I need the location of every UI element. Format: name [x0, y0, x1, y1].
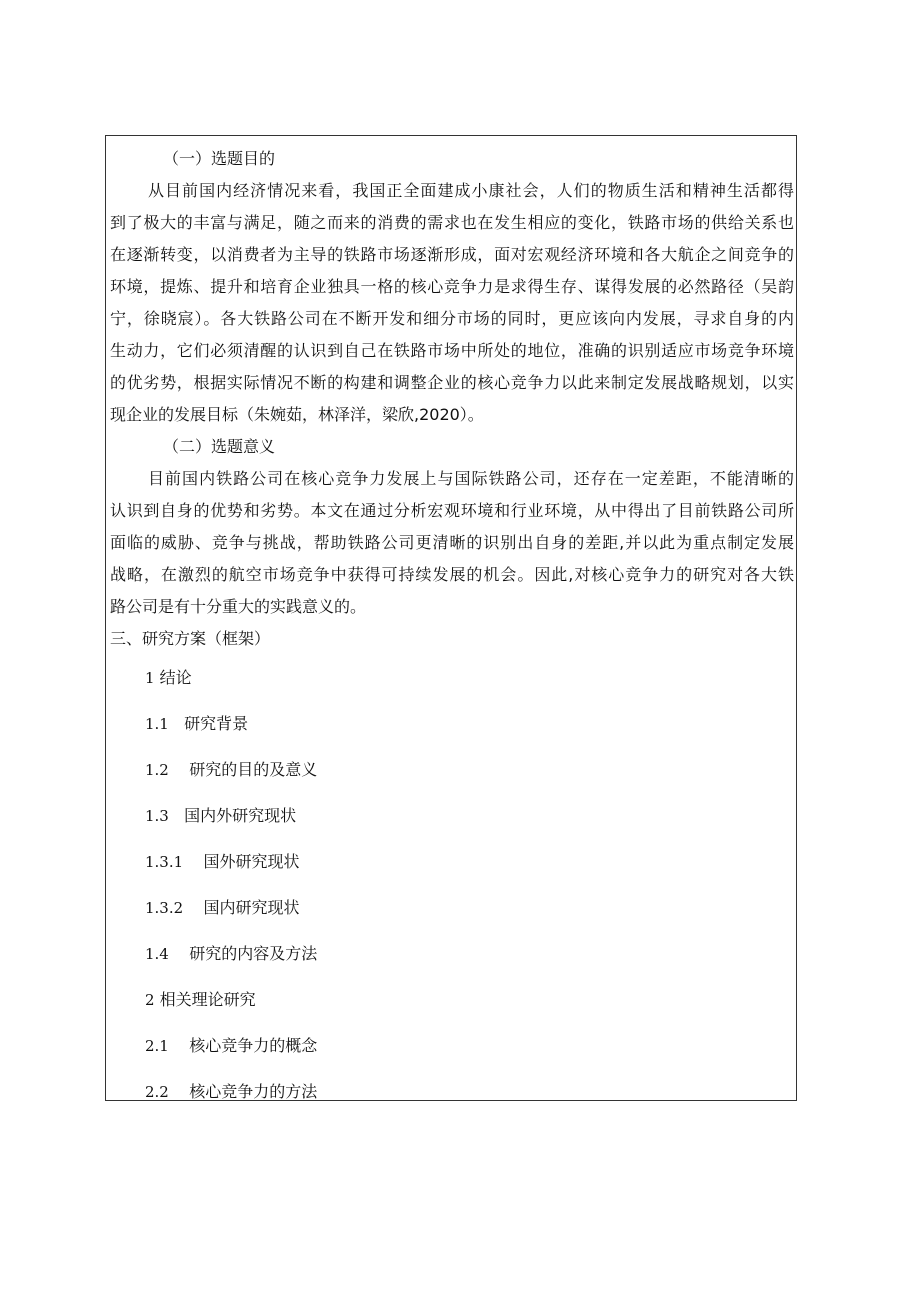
outline-number: 2 — [145, 991, 155, 1009]
outline-item — [110, 670, 794, 716]
outline-text: 研究的目的及意义 — [189, 760, 318, 779]
paragraph-line: 环境，提炼、提升和培育企业独具一格的核心竞争力是求得生存、谋得发展的必然路径（吴韵 — [110, 277, 794, 296]
outline-item — [110, 854, 794, 900]
outline-number: 1.2 — [145, 761, 169, 779]
outline-item — [110, 808, 794, 854]
paragraph-line: 路公司是有十分重大的实践意义的。 — [110, 597, 367, 616]
outline-number: 1.4 — [145, 945, 169, 963]
outline-number: 1.3.2 — [145, 899, 184, 917]
section-three-heading: 三、研究方案（框架） — [110, 629, 271, 648]
paragraph-line: 从目前国内经济情况来看，我国正全面建成小康社会，人们的物质生活和精神生活都得 — [148, 181, 794, 200]
paragraph-line: 的优劣势，根据实际情况不断的构建和调整企业的核心竞争力以此来制定发展战略规划，以实 — [110, 373, 794, 392]
outline-number: 1 — [145, 669, 155, 687]
paragraph-line: 目前国内铁路公司在核心竞争力发展上与国际铁路公司，还存在一定差距，不能清晰的 — [148, 469, 794, 488]
outline-number: 1.3 — [145, 807, 169, 825]
outline-number: 2.1 — [145, 1037, 169, 1055]
outline-text: 相关理论研究 — [159, 990, 256, 1009]
outline-item — [110, 716, 794, 762]
paragraph-line: 在逐渐转变，以消费者为主导的铁路市场逐渐形成，面对宏观经济环境和各大航企之间竞争的 — [110, 245, 794, 264]
paragraph-line: 到了极大的丰富与满足，随之而来的消费的需求也在发生相应的变化，铁路市场的供给关系也 — [110, 213, 794, 232]
outline-number: 1.3.1 — [145, 853, 184, 871]
section-one-paragraph — [110, 175, 794, 431]
outline-item — [110, 1038, 794, 1084]
outline-item — [110, 762, 794, 808]
outline-number: 2.2 — [145, 1083, 169, 1101]
outline-number: 1.1 — [145, 715, 169, 733]
outline-text: 国外研究现状 — [203, 852, 300, 871]
outline-list — [110, 670, 794, 1130]
outline-text: 研究背景 — [184, 714, 249, 733]
section-one-heading: （一）选题目的 — [163, 149, 276, 168]
outline-item — [110, 946, 794, 992]
paragraph-line: 战略，在激烈的航空市场竞争中获得可持续发展的机会。因此,对核心竞争力的研究对各大铁 — [110, 565, 794, 584]
section-two-paragraph — [110, 463, 794, 623]
outline-text: 国内研究现状 — [203, 898, 300, 917]
outline-text: 国内外研究现状 — [184, 806, 297, 825]
document-body — [110, 143, 794, 1130]
outline-text: 核心竞争力的概念 — [189, 1036, 318, 1055]
paragraph-line: 现企业的发展目标（朱婉茹，林泽洋，梁欣,2020）。 — [110, 405, 484, 424]
outline-item — [110, 1084, 794, 1130]
paragraph-line: 认识到自身的优势和劣势。本文在通过分析宏观环境和行业环境，从中得出了目前铁路公司所 — [110, 501, 794, 520]
section-two-heading: （二）选题意义 — [163, 437, 276, 456]
outline-text: 结论 — [159, 668, 192, 687]
outline-item — [110, 900, 794, 946]
paragraph-line: 生动力，它们必须清醒的认识到自己在铁路市场中所处的地位，准确的识别适应市场竞争环境 — [110, 341, 794, 360]
outline-text: 核心竞争力的方法 — [189, 1082, 318, 1101]
outline-item — [110, 992, 794, 1038]
paragraph-line: 面临的威胁、竞争与挑战，帮助铁路公司更清晰的识别出自身的差距,并以此为重点制定发展 — [110, 533, 794, 552]
paragraph-line: 宁，徐晓宸）。各大铁路公司在不断开发和细分市场的同时，更应该向内发展，寻求自身的内 — [110, 309, 794, 328]
outline-text: 研究的内容及方法 — [189, 944, 318, 963]
